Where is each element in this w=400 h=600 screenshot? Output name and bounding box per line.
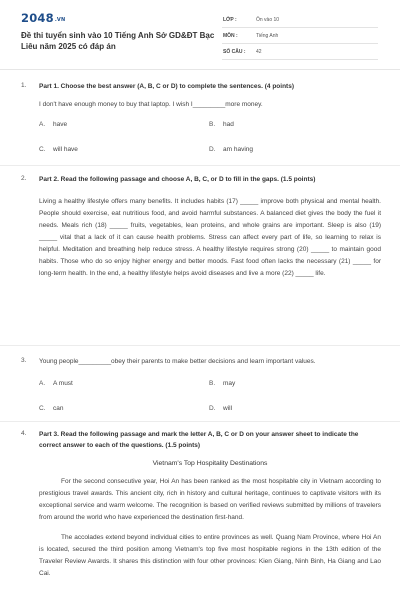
question-number: 1. bbox=[21, 82, 27, 89]
question-heading: Part 1. Choose the best answer (A, B, C or D) to complete the sentences. (4 points) bbox=[39, 83, 294, 90]
question-divider bbox=[0, 165, 400, 166]
header-divider bbox=[0, 69, 400, 70]
question-number: 3. bbox=[21, 357, 27, 364]
site-logo[interactable] bbox=[21, 11, 65, 25]
meta-table bbox=[222, 12, 378, 60]
option-text: will bbox=[223, 404, 233, 412]
question-heading: Part 3. Read the following passage and mark the letter A, B, C or D on your answer sheet to indicate the correct answer to each of the questions. (1.5 points) bbox=[39, 431, 359, 449]
option-text: have bbox=[53, 121, 68, 128]
option-b[interactable] bbox=[209, 121, 234, 128]
option-letter: C. bbox=[39, 146, 46, 153]
passage-text: Living a healthy lifestyle offers many benefits. It includes habits (17) _____ improve both physical and mental health. People should exercise, eat nutritious food, and avoid harmful substances. A balanced diet gives the body the fuel it needs. Meals rich (18) _____ fruits, vegetables, lean proteins, and whole grains are important. Sleep is also (19) _____ vital that a lack of it can cause health problems. Stress can affect every part of life, so learning to relax is helpful. Meditation and breathing help reduce stress. A healthy lifestyle requires strong (20) _____ to maintain good habits. Those who do so enjoy higher energy and better moods. Fast food often lacks the necessary (21) _____ for long-term health. In the end, a healthy lifestyle helps avoid diseases and live a more (22) _____ life. bbox=[39, 197, 381, 277]
meta-value: 42 bbox=[256, 49, 262, 55]
meta-row-class bbox=[222, 12, 378, 28]
question-1 bbox=[21, 82, 381, 153]
question-2 bbox=[21, 175, 381, 280]
option-b[interactable] bbox=[209, 380, 235, 387]
option-letter: B. bbox=[209, 121, 216, 128]
options bbox=[39, 121, 381, 153]
passage-title: Vietnam's Top Hospitality Destinations bbox=[152, 460, 268, 467]
question-text: I don't have enough money to buy that laptop. I wish I_________more money. bbox=[39, 100, 263, 108]
option-text: am having bbox=[223, 146, 253, 153]
option-letter: C. bbox=[39, 404, 46, 412]
option-a[interactable] bbox=[39, 121, 67, 128]
option-a[interactable] bbox=[39, 380, 73, 387]
question-divider bbox=[0, 421, 400, 422]
document-header bbox=[0, 0, 400, 64]
option-letter: A. bbox=[39, 121, 46, 128]
passage-paragraph: The accolades extend beyond individual cities to entire provinces as well. Quang Nam Province, where Hoi An is located, secured the third position among Vietnam's top five most hospitable regions in the 13th edition of the Traveler Review Awards. It shares this distinction with four other provinces: Kien Giang, Ninh Binh, Ha Giang and Lao Cai. bbox=[39, 534, 381, 577]
options bbox=[39, 379, 381, 412]
option-d[interactable] bbox=[209, 405, 232, 412]
passage-paragraph: For the second consecutive year, Hoi An has been ranked as the most hospitable city in Vietnam according to prestigious travel awards. This ancient city, rich in history and cultural heritage, continues to captivate visitors with its exceptional service and warm welcome. The recognition is based on verified reviews submitted by millions of travelers from around the world who have experienced the destination first-hand. bbox=[39, 478, 381, 521]
option-letter: D. bbox=[209, 404, 216, 412]
meta-key: SỐ CÂU : bbox=[223, 49, 246, 55]
question-heading: Part 2. Read the following passage and choose A, B, C, or D to fill in the gaps. (1.5 points) bbox=[39, 176, 316, 183]
logo-text: 2048 bbox=[21, 11, 54, 25]
logo-suffix: .VN bbox=[54, 17, 66, 23]
option-c[interactable] bbox=[39, 146, 78, 153]
option-d[interactable] bbox=[209, 146, 253, 153]
question-4 bbox=[21, 430, 381, 580]
meta-value: Ôn vào 10 bbox=[256, 17, 280, 23]
option-text: can bbox=[53, 404, 64, 412]
question-number: 4. bbox=[21, 430, 27, 437]
document-title: Đề thi tuyển sinh vào 10 Tiếng Anh Sở GD&ĐT Bạc Liêu năm 2025 có đáp án bbox=[21, 31, 215, 51]
question-number: 2. bbox=[21, 175, 27, 182]
option-letter: D. bbox=[209, 146, 216, 153]
option-text: A must bbox=[53, 379, 73, 387]
meta-key: LỚP : bbox=[223, 17, 237, 23]
question-divider bbox=[0, 345, 400, 346]
option-letter: A. bbox=[39, 379, 46, 387]
option-text: will have bbox=[53, 146, 78, 153]
meta-key: MÔN : bbox=[223, 33, 238, 39]
option-text: had bbox=[223, 121, 234, 128]
option-text: may bbox=[223, 379, 236, 387]
question-3 bbox=[21, 357, 381, 412]
meta-value: Tiếng Anh bbox=[256, 33, 279, 39]
option-c[interactable] bbox=[39, 405, 63, 412]
question-text: Young people_________obey their parents to make better decisions and learn important values. bbox=[39, 358, 316, 365]
meta-row-subject bbox=[222, 28, 378, 44]
option-letter: B. bbox=[209, 379, 216, 387]
meta-row-count bbox=[222, 44, 378, 60]
